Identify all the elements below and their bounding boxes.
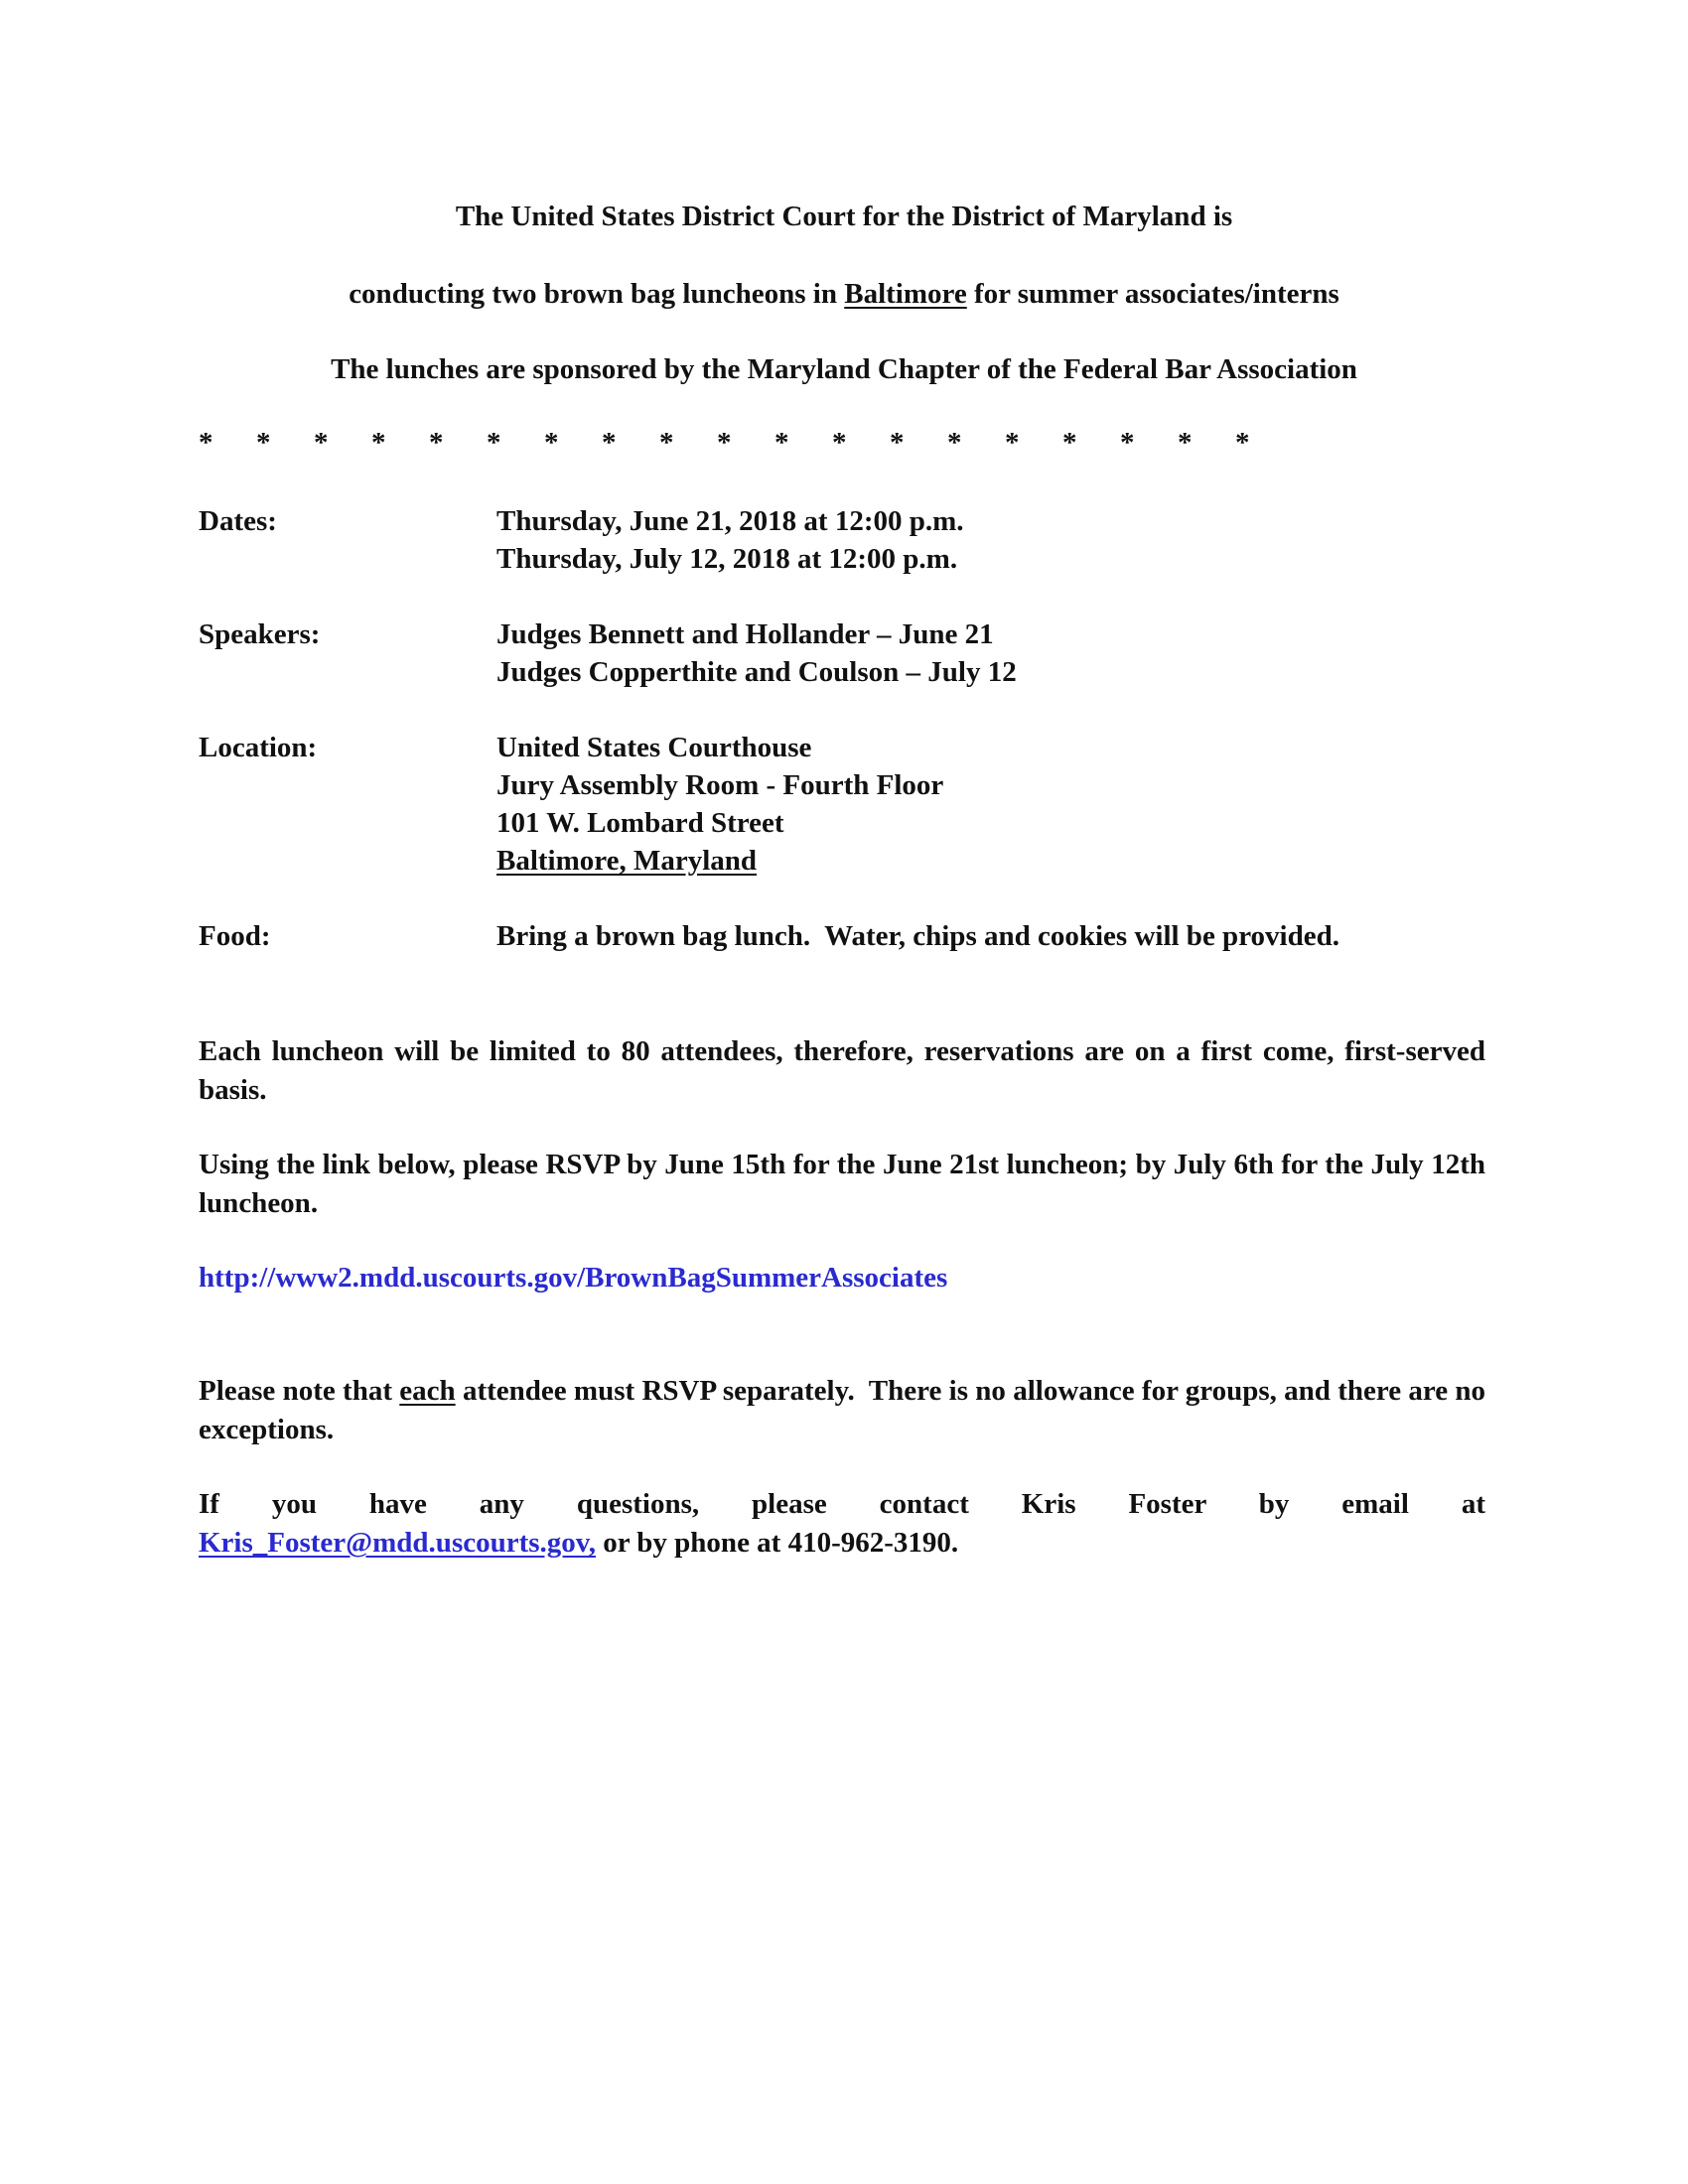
separator-star: * <box>947 427 962 459</box>
separator-star: * <box>429 427 444 459</box>
date-line: Thursday, June 21, 2018 at 12:00 p.m. <box>496 505 964 537</box>
separator-star: * <box>832 427 847 459</box>
note-before: Please note that <box>199 1375 400 1407</box>
note-paragraph <box>199 1372 1493 1449</box>
header-line-2-after: for summer associates/interns <box>966 278 1339 310</box>
rsvp-link-line <box>199 1259 1485 1297</box>
speaker-line: Judges Copperthite and Coulson – July 12 <box>496 656 1017 688</box>
location-city-underlined: Baltimore, Maryland <box>496 845 758 877</box>
location-line: Jury Assembly Room - Fourth Floor <box>496 769 944 801</box>
star-separator <box>199 425 1291 465</box>
separator-star: * <box>199 427 213 459</box>
separator-star: * <box>1178 427 1193 459</box>
header-line-3: The lunches are sponsored by the Maryland Chapter of the Federal Bar Association <box>331 353 1357 385</box>
separator-star: * <box>1062 427 1077 459</box>
separator-star: * <box>314 427 329 459</box>
date-line: Thursday, July 12, 2018 at 12:00 p.m. <box>496 543 958 575</box>
separator-star: * <box>256 427 271 459</box>
header-line-2 <box>0 276 1688 312</box>
food-label: Food: <box>199 920 271 952</box>
speakers-label: Speakers: <box>199 618 321 650</box>
separator-star: * <box>487 427 501 459</box>
food-value: Bring a brown bag lunch. Water, chips and cookies will be provided. <box>496 920 1339 952</box>
location-line: United States Courthouse <box>496 732 812 763</box>
location-label: Location: <box>199 732 318 763</box>
separator-star: * <box>371 427 386 459</box>
header-city-underlined: Baltimore <box>844 278 967 310</box>
separator-star: * <box>1120 427 1135 459</box>
speakers-value <box>496 615 1017 691</box>
location-line: 101 W. Lombard Street <box>496 807 784 839</box>
contact-line-1: If you have any questions, please contact Kris Foster by email at <box>199 1488 1485 1520</box>
separator-star: * <box>1235 427 1250 459</box>
location-value <box>496 729 943 880</box>
separator-star: * <box>659 427 674 459</box>
note-each-underlined: each <box>399 1375 456 1407</box>
separator-star: * <box>890 427 905 459</box>
header-line-2-before: conducting two brown bag luncheons in <box>349 278 845 310</box>
rsvp-paragraph: Using the link below, please RSVP by June 15th for the June 21st luncheon; by July 6th for the July 12th luncheon. <box>199 1149 1485 1219</box>
separator-star: * <box>1005 427 1020 459</box>
separator-star: * <box>602 427 617 459</box>
contact-email-link[interactable]: Kris_Foster@mdd.uscourts.gov, <box>199 1527 596 1559</box>
limit-paragraph: Each luncheon will be limited to 80 attendees, therefore, reservations are on a first come, first-served basis. <box>199 1035 1485 1106</box>
separator-star: * <box>774 427 789 459</box>
header-line-1: The United States District Court for the District of Maryland is <box>455 201 1233 232</box>
dates-value <box>496 502 964 578</box>
dates-label: Dates: <box>199 505 277 537</box>
speaker-line: Judges Bennett and Hollander – June 21 <box>496 618 994 650</box>
note-after: attendee must RSVP separately. There is no allowance for groups, and there are no exceptions. <box>199 1375 1493 1445</box>
contact-phone-text: or by phone at 410-962-3190. <box>595 1527 959 1559</box>
separator-star: * <box>544 427 559 459</box>
separator-star: * <box>717 427 732 459</box>
rsvp-link[interactable]: http://www2.mdd.uscourts.gov/BrownBagSummerAssociates <box>199 1262 948 1294</box>
contact-line-2 <box>199 1524 1485 1563</box>
